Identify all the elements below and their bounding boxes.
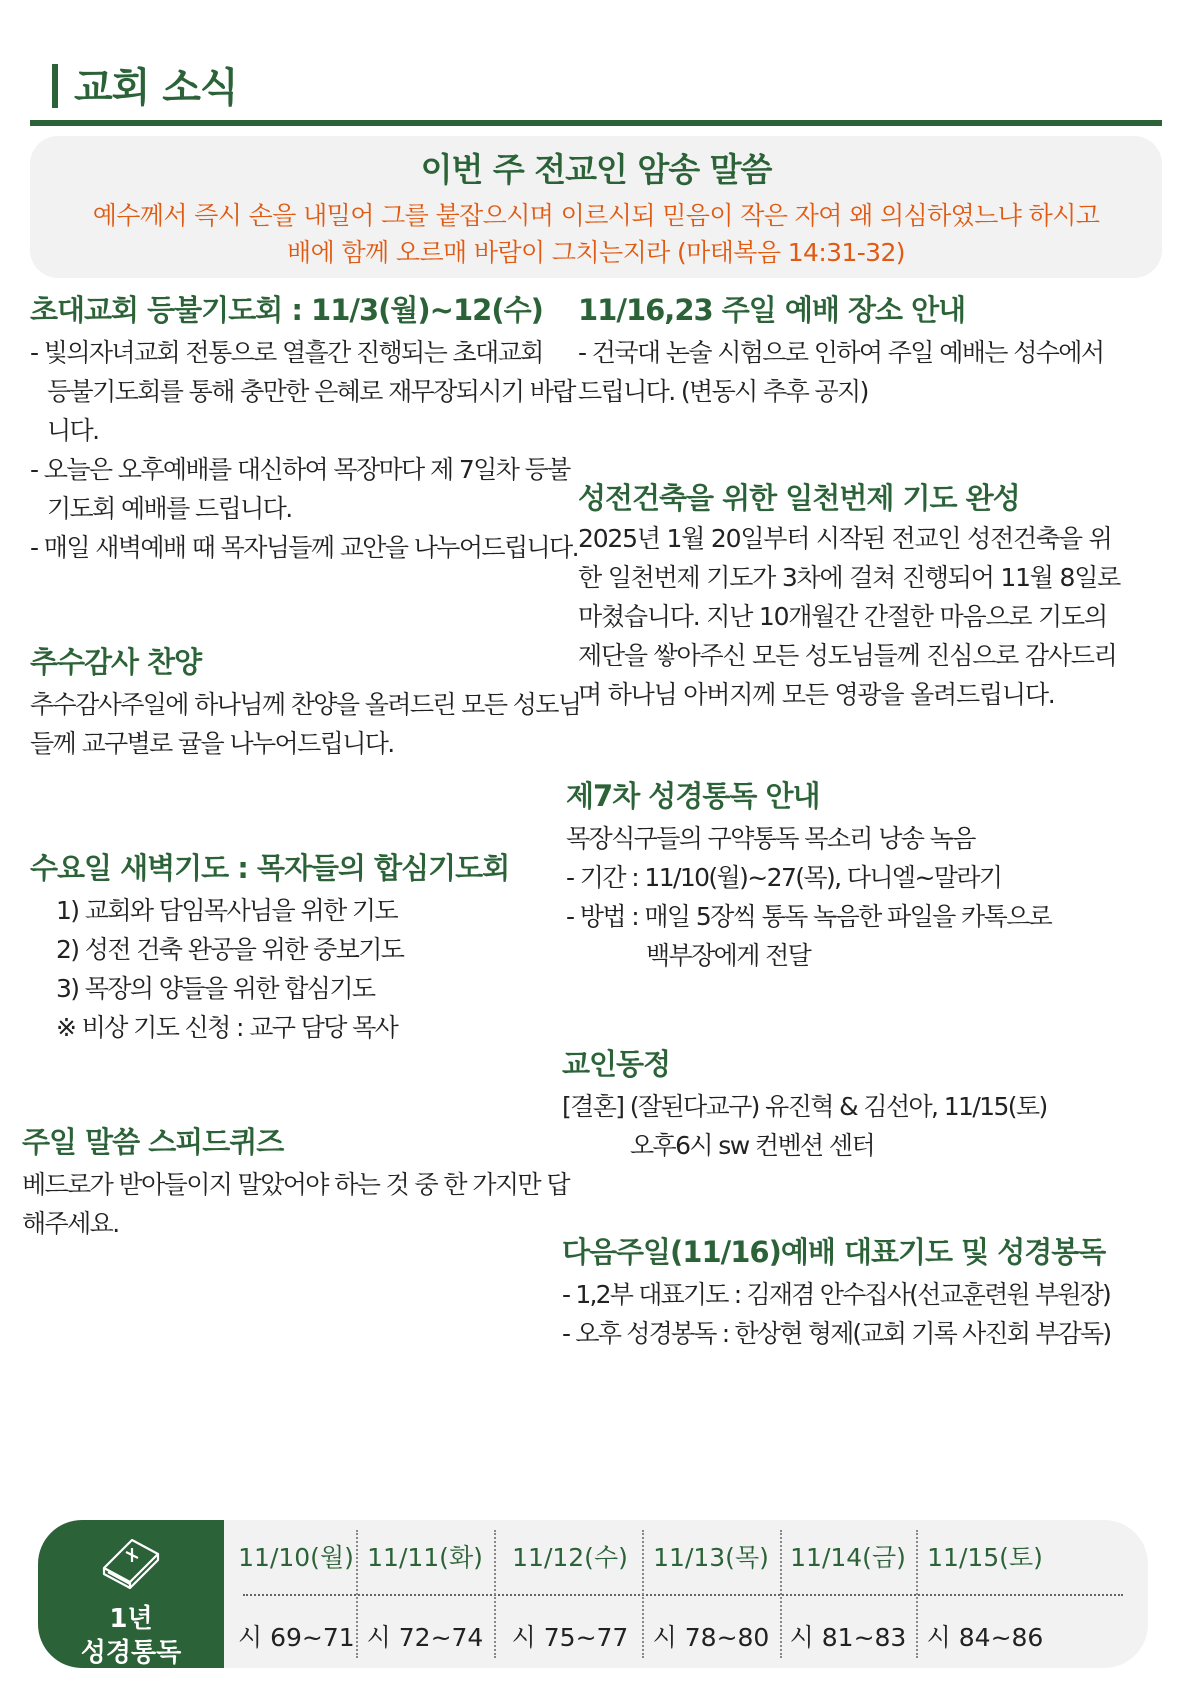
schedule-date: 11/13(목) <box>653 1543 769 1572</box>
body-line: 추수감사주일에 하나님께 찬양을 올려드린 모든 성도님 <box>30 690 581 719</box>
page-title: 교회 소식 <box>74 65 238 111</box>
schedule-badge-line: 성경통독 <box>80 1638 182 1668</box>
section-dawn-prayer <box>30 846 509 1047</box>
schedule-range: 시 84~86 <box>926 1623 1044 1652</box>
section-worship-venue <box>578 288 1103 411</box>
body-line: 들께 교구별로 귤을 나누어드립니다. <box>30 729 394 758</box>
section-thousand-prayer <box>578 476 1120 714</box>
body-line: 1) 교회와 담임목사님을 위한 기도 <box>56 896 397 925</box>
body-line: 해주세요. <box>22 1209 119 1238</box>
header-divider <box>30 120 1162 126</box>
section-body <box>562 1275 1110 1353</box>
memory-verse-line: 배에 함께 오르매 바람이 그치는지라 (마태복음 14:31-32) <box>287 238 905 267</box>
body-line: - 매일 새벽예배 때 목자님들께 교안을 나누어드립니다. <box>30 533 578 562</box>
section-title: 추수감사 찬양 <box>30 645 202 679</box>
schedule-range: 시 78~80 <box>652 1623 770 1652</box>
section-title: 주일 말씀 스피드퀴즈 <box>22 1125 284 1159</box>
section-body <box>578 333 1103 411</box>
section-title: 성전건축을 위한 일천번제 기도 완성 <box>578 481 1020 515</box>
section-title: 교인동정 <box>562 1047 671 1081</box>
body-line: 한 일천번제 기도가 3차에 걸쳐 진행되어 11월 8일로 <box>578 563 1121 592</box>
body-line: 베드로가 받아들이지 말았어야 하는 것 중 한 가지만 답 <box>22 1170 569 1199</box>
memory-verse-line: 예수께서 즉시 손을 내밀어 그를 붙잡으시며 이르시되 믿음이 작은 자여 왜 의심하였느냐 하시고 <box>92 201 1100 230</box>
body-line: 니다. <box>47 416 99 445</box>
section-bible-reading <box>566 774 1051 975</box>
body-line: 목장식구들의 구약통독 목소리 낭송 녹음 <box>566 824 975 853</box>
section-prayer-meeting <box>30 288 578 567</box>
section-speed-quiz <box>22 1120 569 1243</box>
section-title: 제7차 성경통독 안내 <box>566 779 820 813</box>
schedule-date: 11/12(수) <box>512 1543 628 1572</box>
body-line: 오후6시 sw 컨벤션 센터 <box>630 1131 875 1160</box>
body-line: 2025년 1월 20일부터 시작된 전교인 성전건축을 위 <box>578 524 1112 553</box>
schedule-col-divider <box>494 1530 496 1658</box>
section-body <box>566 819 1051 975</box>
section-title: 수요일 새벽기도 : 목자들의 합심기도회 <box>30 851 510 885</box>
schedule-date: 11/10(월) <box>238 1543 354 1572</box>
schedule-range: 시 72~74 <box>366 1623 484 1652</box>
body-line: 제단을 쌓아주신 모든 성도님들께 진심으로 감사드리 <box>578 641 1117 670</box>
section-thanksgiving <box>30 640 580 763</box>
schedule-date: 11/14(금) <box>790 1543 906 1572</box>
memory-verse-box <box>30 136 1162 278</box>
schedule-row-divider <box>243 1594 1123 1596</box>
body-line: - 방법 : 매일 5장씩 통독 녹음한 파일을 카톡으로 <box>566 902 1052 931</box>
body-line: 3) 목장의 양들을 위한 합심기도 <box>56 974 375 1003</box>
section-title: 다음주일(11/16)예배 대표기도 및 성경봉독 <box>562 1235 1106 1269</box>
body-line: 2) 성전 건축 완공을 위한 중보기도 <box>56 935 404 964</box>
schedule-range: 시 69~71 <box>238 1623 355 1652</box>
schedule-badge-line: 1년 <box>109 1604 153 1634</box>
schedule-date: 11/11(화) <box>367 1543 483 1572</box>
schedule-badge <box>38 1520 224 1668</box>
section-next-sunday <box>562 1230 1110 1353</box>
section-body <box>30 685 580 763</box>
section-title: 초대교회 등불기도회 : 11/3(월)~12(수) <box>30 293 543 327</box>
section-body <box>22 1165 569 1243</box>
section-body <box>30 891 509 1047</box>
body-line: 드립니다. (변동시 추후 공지) <box>578 377 868 406</box>
section-body <box>30 333 578 567</box>
body-line: - 빛의자녀교회 전통으로 열흘간 진행되는 초대교회 <box>30 338 543 367</box>
body-line: - 기간 : 11/10(월)~27(목), 다니엘~말라기 <box>566 863 1002 892</box>
title-accent-bar <box>52 64 58 108</box>
section-body <box>562 1087 1047 1165</box>
body-line: 며 하나님 아버지께 모든 영광을 올려드립니다. <box>578 680 1055 709</box>
body-line: - 건국대 논술 시험으로 인하여 주일 예배는 성수에서 <box>578 338 1104 367</box>
section-member-news <box>562 1042 1047 1165</box>
body-line: 등불기도회를 통해 충만한 은혜로 재무장되시기 바랍 <box>47 377 575 406</box>
schedule-range: 시 75~77 <box>511 1623 629 1652</box>
schedule-range: 시 81~83 <box>789 1623 907 1652</box>
body-line: - 1,2부 대표기도 : 김재겸 안수집사(선교훈련원 부원장) <box>562 1280 1110 1309</box>
body-line: 백부장에게 전달 <box>646 941 811 970</box>
body-line: 마쳤습니다. 지난 10개월간 간절한 마음으로 기도의 <box>578 602 1107 631</box>
memory-verse-title: 이번 주 전교인 암송 말씀 <box>420 150 772 189</box>
body-line: 기도회 예배를 드립니다. <box>47 494 292 523</box>
body-line: - 오후 성경봉독 : 한상현 형제(교회 기록 사진회 부감독) <box>562 1319 1111 1348</box>
section-title: 11/16,23 주일 예배 장소 안내 <box>578 293 966 327</box>
schedule-date: 11/15(토) <box>927 1543 1043 1572</box>
body-line: [결혼] (잘된다교구) 유진혁 & 김선아, 11/15(토) <box>562 1092 1047 1121</box>
bible-reading-schedule <box>38 1520 1148 1668</box>
body-line: - 오늘은 오후예배를 대신하여 목장마다 제 7일차 등불 <box>30 455 570 484</box>
body-line: ※ 비상 기도 신청 : 교구 담당 목사 <box>56 1013 398 1042</box>
section-body <box>578 519 1120 714</box>
